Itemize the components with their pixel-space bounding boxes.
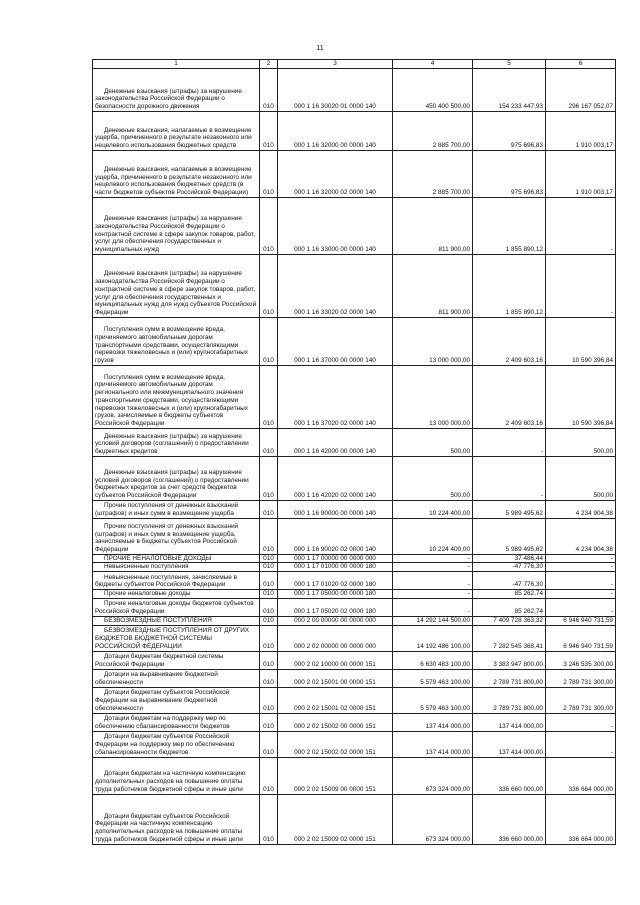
row-executed-amount: 5 989 495,62 xyxy=(473,518,546,554)
row-approved-amount: 14 292 144 500,00 xyxy=(393,616,473,625)
row-line-code: 010 xyxy=(260,554,278,563)
row-approved-amount: 673 324 000,00 xyxy=(393,757,473,794)
row-unexecuted-amount: 296 167 052,07 xyxy=(546,68,616,111)
row-description: Денежные взыскания (штрафы) за нарушение условий договоров (соглашений) о предоставлении бюджетных кредитов за счет средств бюджетов субъектов Российской Федерации xyxy=(93,456,260,500)
row-approved-amount: 5 579 463 100,00 xyxy=(393,687,473,713)
row-classification-code: 000 2 02 00000 00 0000 000 xyxy=(278,625,393,651)
row-unexecuted-amount: 6 946 940 731,59 xyxy=(546,616,616,625)
row-classification-code: 000 1 16 90000 00 0000 140 xyxy=(278,500,393,518)
row-line-code: 010 xyxy=(260,254,278,317)
row-description: Денежные взыскания (штрафы) за нарушение законодательства Российской Федерации о контрактной системе в сфере закупок товаров, работ, услуг для обеспечения государственных и муниципальных нужд xyxy=(93,197,260,254)
row-description: Денежные взыскания (штрафы) за нарушение условий договоров (соглашений) о предоставлении бюджетных кредитов xyxy=(93,428,260,456)
table-row xyxy=(93,150,616,197)
row-executed-amount: 2 789 731 800,00 xyxy=(473,669,546,687)
row-classification-code: 000 1 16 33000 00 0000 140 xyxy=(278,197,393,254)
row-executed-amount: 85 262,74 xyxy=(473,590,546,599)
row-unexecuted-amount: 2 789 731 300,00 xyxy=(546,687,616,713)
table-header-row xyxy=(93,60,616,69)
row-unexecuted-amount: - xyxy=(546,598,616,616)
row-approved-amount: 500,00 xyxy=(393,428,473,456)
row-unexecuted-amount: 1 910 003,17 xyxy=(546,111,616,150)
row-line-code: 010 xyxy=(260,572,278,590)
row-approved-amount: 2 885 700,00 xyxy=(393,150,473,197)
row-executed-amount: 2 409 603,16 xyxy=(473,365,546,428)
row-description: Денежные взыскания, налагаемые в возмещение ущерба, причиненного в результате незаконного или нецелевого использования бюджетных средств xyxy=(93,111,260,150)
row-executed-amount: -47 776,30 xyxy=(473,572,546,590)
row-approved-amount: 673 324 000,00 xyxy=(393,794,473,844)
row-unexecuted-amount: - xyxy=(546,572,616,590)
row-classification-code: 000 1 17 01020 02 0000 180 xyxy=(278,572,393,590)
row-classification-code: 000 1 16 42020 02 0000 140 xyxy=(278,456,393,500)
row-approved-amount: 2 885 700,00 xyxy=(393,111,473,150)
row-description: ПРОЧИЕ НЕНАЛОГОВЫЕ ДОХОДЫ xyxy=(93,554,260,563)
row-classification-code: 000 1 17 00000 00 0000 000 xyxy=(278,554,393,563)
row-description: Прочие поступления от денежных взысканий (штрафов) и иных сумм в возмещение ущерба xyxy=(93,500,260,518)
row-line-code: 010 xyxy=(260,731,278,757)
table-row xyxy=(93,669,616,687)
table-row xyxy=(93,757,616,794)
row-line-code: 010 xyxy=(260,616,278,625)
row-classification-code: 000 1 16 33020 02 0000 140 xyxy=(278,254,393,317)
row-executed-amount: 336 660 000,00 xyxy=(473,794,546,844)
row-classification-code: 000 1 16 37000 00 0000 140 xyxy=(278,317,393,365)
page-number: 11 xyxy=(316,45,324,52)
table-row xyxy=(93,554,616,563)
row-line-code: 010 xyxy=(260,428,278,456)
row-unexecuted-amount: 10 590 396,84 xyxy=(546,317,616,365)
row-approved-amount: 137 414 000,00 xyxy=(393,731,473,757)
row-line-code: 010 xyxy=(260,197,278,254)
row-approved-amount: 6 630 483 100,00 xyxy=(393,651,473,669)
table-row xyxy=(93,254,616,317)
row-line-code: 010 xyxy=(260,456,278,500)
row-description: Поступления сумм в возмещение вреда, причиняемого автомобильным дорогам транспортными средствами, осуществляющими перевозки тяжеловесных и (или) крупногабаритных грузов xyxy=(93,317,260,365)
row-classification-code: 000 2 02 15002 00 0000 151 xyxy=(278,713,393,731)
row-approved-amount: 811 900,00 xyxy=(393,254,473,317)
row-unexecuted-amount: - xyxy=(546,731,616,757)
row-classification-code: 000 2 02 15009 00 0000 151 xyxy=(278,757,393,794)
row-classification-code: 000 2 00 00000 00 0000 000 xyxy=(278,616,393,625)
row-line-code: 010 xyxy=(260,365,278,428)
row-approved-amount: 13 000 000,00 xyxy=(393,317,473,365)
row-approved-amount: - xyxy=(393,563,473,572)
row-line-code: 010 xyxy=(260,669,278,687)
row-description: БЕЗВОЗМЕЗДНЫЕ ПОСТУПЛЕНИЯ ОТ ДРУГИХ БЮДЖЕТОВ БЮДЖЕТНОЙ СИСТЕМЫ РОССИЙСКОЙ ФЕДЕРАЦИИ xyxy=(93,625,260,651)
table-row xyxy=(93,590,616,599)
row-executed-amount: 85 262,74 xyxy=(473,598,546,616)
row-executed-amount: 7 282 545 368,41 xyxy=(473,625,546,651)
row-approved-amount: - xyxy=(393,554,473,563)
row-executed-amount: 3 383 947 800,00 xyxy=(473,651,546,669)
row-line-code: 010 xyxy=(260,111,278,150)
row-executed-amount: 37 486,44 xyxy=(473,554,546,563)
row-executed-amount: 1 855 890,12 xyxy=(473,197,546,254)
table-row xyxy=(93,616,616,625)
table-row xyxy=(93,317,616,365)
row-unexecuted-amount: 500,00 xyxy=(546,456,616,500)
row-description: Дотации бюджетам на поддержку мер по обеспечению сбалансированности бюджетов xyxy=(93,713,260,731)
header-col-1: 1 xyxy=(93,60,260,69)
table-row xyxy=(93,598,616,616)
table-row xyxy=(93,572,616,590)
row-line-code: 010 xyxy=(260,687,278,713)
row-line-code: 010 xyxy=(260,651,278,669)
table-row xyxy=(93,731,616,757)
table-row xyxy=(93,197,616,254)
row-line-code: 010 xyxy=(260,598,278,616)
row-line-code: 010 xyxy=(260,563,278,572)
row-description: Прочие поступления от денежных взысканий (штрафов) и иных сумм в возмещение ущерба, зачисляемые в бюджеты субъектов Российской Федерации xyxy=(93,518,260,554)
row-classification-code: 000 1 16 42000 00 0000 140 xyxy=(278,428,393,456)
row-description: Прочие неналоговые доходы xyxy=(93,590,260,599)
row-executed-amount: 975 696,83 xyxy=(473,150,546,197)
row-approved-amount: - xyxy=(393,572,473,590)
row-approved-amount: 13 000 000,00 xyxy=(393,365,473,428)
table-row xyxy=(93,794,616,844)
row-approved-amount: 811 900,00 xyxy=(393,197,473,254)
row-line-code: 010 xyxy=(260,590,278,599)
row-line-code: 010 xyxy=(260,500,278,518)
row-classification-code: 000 2 02 15001 02 0000 151 xyxy=(278,687,393,713)
row-approved-amount: 14 192 486 100,00 xyxy=(393,625,473,651)
row-description: Денежные взыскания (штрафы) за нарушение законодательства Российской Федерации о контрактной системе в сфере закупок товаров, работ, услуг для обеспечения государственных и муниципальных нужд для нужд субъектов Российской Федерации xyxy=(93,254,260,317)
row-executed-amount: 975 696,83 xyxy=(473,111,546,150)
row-executed-amount: 2 789 731 800,00 xyxy=(473,687,546,713)
row-unexecuted-amount: - xyxy=(546,197,616,254)
table-row xyxy=(93,625,616,651)
row-approved-amount: - xyxy=(393,590,473,599)
row-description: Прочие неналоговые доходы бюджетов субъектов Российской Федерации xyxy=(93,598,260,616)
row-description: Невыясненные поступления, зачисляемые в бюджеты субъектов Российской Федерации xyxy=(93,572,260,590)
row-description: Денежные взыскания (штрафы) за нарушение законодательства Российской Федерации о безопасности дорожного движения xyxy=(93,68,260,111)
table-body xyxy=(93,60,616,845)
row-executed-amount: - xyxy=(473,456,546,500)
row-executed-amount: 137 414 000,00 xyxy=(473,731,546,757)
table-row xyxy=(93,428,616,456)
row-classification-code: 000 1 16 32000 02 0000 140 xyxy=(278,150,393,197)
row-unexecuted-amount: 336 664 000,00 xyxy=(546,757,616,794)
row-executed-amount: 154 233 447,93 xyxy=(473,68,546,111)
row-line-code: 010 xyxy=(260,625,278,651)
row-executed-amount: 336 660 000,00 xyxy=(473,757,546,794)
row-executed-amount: 5 989 495,62 xyxy=(473,500,546,518)
row-classification-code: 000 1 16 30020 01 0000 140 xyxy=(278,68,393,111)
row-approved-amount: 10 224 400,00 xyxy=(393,518,473,554)
row-description: Дотации бюджетам субъектов Российской Федерации на частичную компенсацию дополнительных расходов на повышение оплаты труда работников бюджетной сферы и иные цели xyxy=(93,794,260,844)
row-classification-code: 000 2 02 15002 02 0000 151 xyxy=(278,731,393,757)
row-unexecuted-amount: 6 946 940 731,59 xyxy=(546,625,616,651)
row-line-code: 010 xyxy=(260,713,278,731)
row-classification-code: 000 1 17 05020 02 0000 180 xyxy=(278,598,393,616)
row-description: Дотации бюджетам субъектов Российской Федерации на выравнивание бюджетной обеспеченности xyxy=(93,687,260,713)
row-description: БЕЗВОЗМЕЗДНЫЕ ПОСТУПЛЕНИЯ xyxy=(93,616,260,625)
table-row xyxy=(93,500,616,518)
row-description: Дотации на выравнивание бюджетной обеспеченности xyxy=(93,669,260,687)
row-description: Невыясненные поступления xyxy=(93,563,260,572)
row-approved-amount: 137 414 000,00 xyxy=(393,713,473,731)
header-col-5: 5 xyxy=(473,60,546,69)
table-row xyxy=(93,563,616,572)
row-unexecuted-amount: - xyxy=(546,713,616,731)
table-row xyxy=(93,68,616,111)
row-unexecuted-amount: - xyxy=(546,590,616,599)
row-description: Дотации бюджетам на частичную компенсацию дополнительных расходов на повышение оплаты труда работников бюджетной сферы и иные цели xyxy=(93,757,260,794)
table-row xyxy=(93,456,616,500)
row-executed-amount: - xyxy=(473,428,546,456)
row-executed-amount: -47 776,30 xyxy=(473,563,546,572)
row-unexecuted-amount: - xyxy=(546,254,616,317)
row-unexecuted-amount: 10 590 396,84 xyxy=(546,365,616,428)
table-row xyxy=(93,518,616,554)
row-unexecuted-amount: - xyxy=(546,563,616,572)
row-line-code: 010 xyxy=(260,518,278,554)
row-unexecuted-amount: 4 234 904,38 xyxy=(546,518,616,554)
table-row xyxy=(93,687,616,713)
row-unexecuted-amount: 3 246 535 300,00 xyxy=(546,651,616,669)
row-line-code: 010 xyxy=(260,757,278,794)
budget-revenue-table xyxy=(92,59,616,845)
row-approved-amount: 450 400 500,00 xyxy=(393,68,473,111)
row-approved-amount: 5 579 463 100,00 xyxy=(393,669,473,687)
row-classification-code: 000 1 17 05000 00 0000 180 xyxy=(278,590,393,599)
row-executed-amount: 137 414 000,00 xyxy=(473,713,546,731)
row-classification-code: 000 2 02 10000 00 0000 151 xyxy=(278,651,393,669)
row-approved-amount: 500,00 xyxy=(393,456,473,500)
row-line-code: 010 xyxy=(260,68,278,111)
row-classification-code: 000 2 02 15009 02 0000 151 xyxy=(278,794,393,844)
row-description: Денежные взыскания, налагаемые в возмещение ущерба, причиненного в результате незаконного или нецелевого использования бюджетных средств (в части бюджетов субъектов Российской Федерации) xyxy=(93,150,260,197)
table-row xyxy=(93,111,616,150)
row-approved-amount: - xyxy=(393,598,473,616)
row-classification-code: 000 1 17 01000 00 0000 180 xyxy=(278,563,393,572)
row-description: Поступления сумм в возмещение вреда, причиняемого автомобильным дорогам регионального или межмуниципального значения транспортными средствами, осуществляющими перевозки тяжеловесных и (или) крупногабаритных грузов, зачисляемые в бюджеты субъектов Российской Федерации xyxy=(93,365,260,428)
header-col-6: 6 xyxy=(546,60,616,69)
row-unexecuted-amount: - xyxy=(546,554,616,563)
row-unexecuted-amount: 1 910 003,17 xyxy=(546,150,616,197)
row-unexecuted-amount: 500,00 xyxy=(546,428,616,456)
row-classification-code: 000 1 16 90020 02 0000 140 xyxy=(278,518,393,554)
row-approved-amount: 10 224 400,00 xyxy=(393,500,473,518)
row-classification-code: 000 2 02 15001 00 0000 151 xyxy=(278,669,393,687)
header-col-4: 4 xyxy=(393,60,473,69)
row-executed-amount: 1 855 890,12 xyxy=(473,254,546,317)
row-classification-code: 000 1 16 37020 02 0000 140 xyxy=(278,365,393,428)
row-executed-amount: 2 409 603,16 xyxy=(473,317,546,365)
table-row xyxy=(93,713,616,731)
header-col-2: 2 xyxy=(260,60,278,69)
header-col-3: 3 xyxy=(278,60,393,69)
row-unexecuted-amount: 2 789 731 300,00 xyxy=(546,669,616,687)
row-description: Дотации бюджетам бюджетной системы Российской Федерации xyxy=(93,651,260,669)
row-line-code: 010 xyxy=(260,150,278,197)
row-unexecuted-amount: 4 234 904,38 xyxy=(546,500,616,518)
row-description: Дотации бюджетам субъектов Российской Федерации на поддержку мер по обеспечению сбалансированности бюджетов xyxy=(93,731,260,757)
row-executed-amount: 7 409 728 363,32 xyxy=(473,616,546,625)
table-row xyxy=(93,365,616,428)
row-unexecuted-amount: 336 664 000,00 xyxy=(546,794,616,844)
table-row xyxy=(93,651,616,669)
row-classification-code: 000 1 16 32000 00 0000 140 xyxy=(278,111,393,150)
row-line-code: 010 xyxy=(260,317,278,365)
row-line-code: 010 xyxy=(260,794,278,844)
